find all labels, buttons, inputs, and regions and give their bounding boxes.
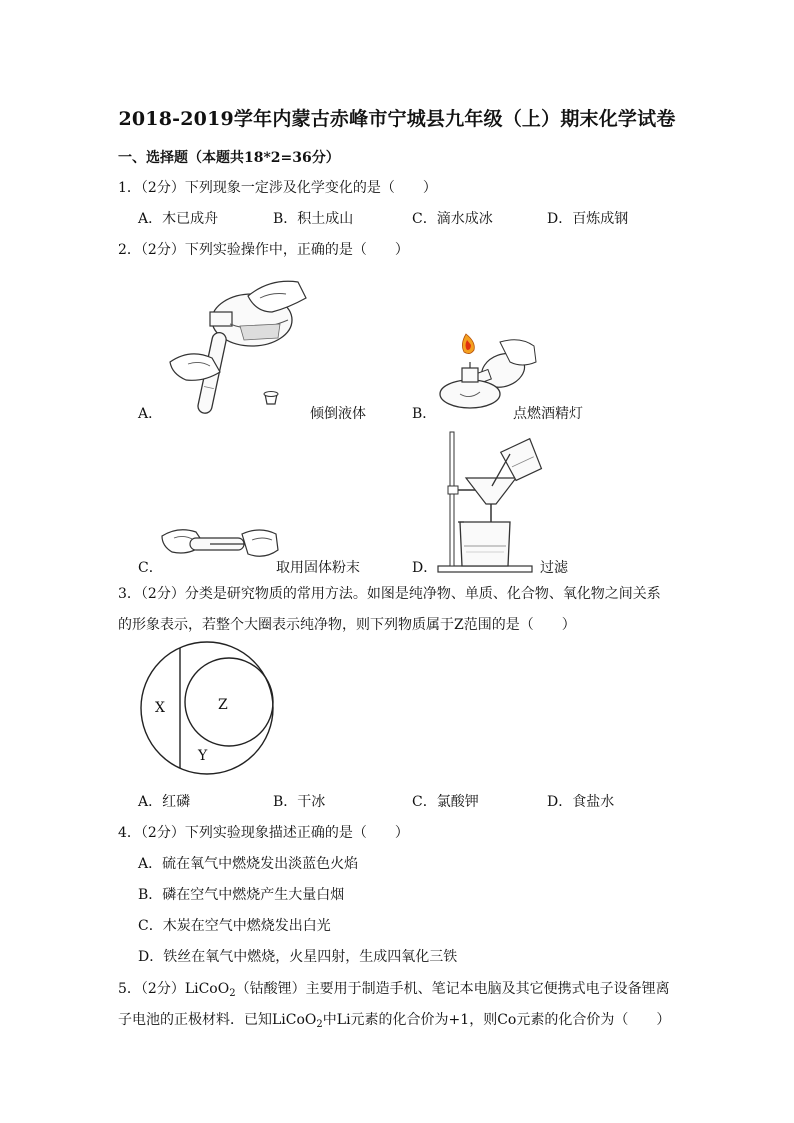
- q2-caption-b: 点燃酒精灯: [513, 406, 583, 422]
- question-3-stem-line1: 3．（2分）分类是研究物质的常用方法。如图是纯净物、单质、化合物、氧化物之间关系: [118, 586, 661, 602]
- question-4-stem: 4．（2分）下列实验现象描述正确的是（ ）: [118, 825, 409, 841]
- q4-option-a: A．硫在氧气中燃烧发出淡蓝色火焰: [138, 856, 359, 872]
- q2-label-d: D．: [412, 560, 438, 576]
- diagram-label-y: Y: [198, 748, 208, 764]
- question-5-stem-line2: [118, 1009, 670, 1030]
- diagram-label-z: Z: [218, 697, 228, 713]
- q2-caption-c: 取用固体粉末: [276, 560, 360, 576]
- q1-option-c: C．滴水成冰: [412, 211, 493, 227]
- q5-line1-sub: 2: [229, 988, 236, 999]
- section-heading: 一、选择题（本题共18*2=36分）: [118, 150, 340, 166]
- q1-option-a: A．木已成舟: [138, 211, 219, 227]
- q5-line1-post: （钴酸锂）主要用于制造手机、笔记本电脑及其它便携式电子设备锂离: [235, 981, 670, 997]
- q5-line2-pre: 子电池的正极材料．已知LiCoO: [118, 1012, 317, 1028]
- filtration-illustration: [434, 430, 546, 575]
- q4-option-d: D．铁丝在氧气中燃烧，火星四射，生成四氧化三铁: [138, 949, 458, 965]
- q3-option-c: C．氯酸钾: [412, 794, 479, 810]
- q2-label-b: B．: [412, 406, 437, 422]
- q2-label-c: C．: [138, 560, 163, 576]
- powder-illustration: [160, 520, 280, 570]
- diagram-label-x: X: [155, 700, 165, 716]
- q4-option-c: C．木炭在空气中燃烧发出白光: [138, 918, 331, 934]
- q5-line2-sub: 2: [316, 1019, 323, 1030]
- q2-caption-a: 倾倒液体: [310, 406, 366, 422]
- q2-label-a: A．: [138, 406, 163, 422]
- q2-caption-d: 过滤: [540, 560, 568, 576]
- q5-line1-pre: 5．（2分）LiCoO: [118, 981, 230, 997]
- q5-line2-post: 中Li元素的化合价为+1，则Co元素的化合价为（ ）: [322, 1012, 671, 1028]
- q3-option-b: B．干冰: [273, 794, 326, 810]
- q4-option-b: B．磷在空气中燃烧产生大量白烟: [138, 887, 345, 903]
- pour-liquid-illustration: [160, 268, 310, 423]
- q3-option-a: A．红磷: [138, 794, 191, 810]
- q3-option-d: D．食盐水: [547, 794, 615, 810]
- question-3-stem-line2: 的形象表示，若整个大圈表示纯净物，则下列物质属于Z范围的是（ ）: [118, 617, 576, 633]
- page-title: 2018-2019学年内蒙古赤峰市宁城县九年级（上）期末化学试卷: [118, 108, 676, 130]
- question-1-stem: 1．（2分）下列现象一定涉及化学变化的是（ ）: [118, 180, 437, 196]
- q1-option-b: B．积土成山: [273, 211, 354, 227]
- question-2-stem: 2．（2分）下列实验操作中，正确的是（ ）: [118, 242, 409, 258]
- question-5-stem-line1: [118, 978, 670, 999]
- q1-option-d: D．百炼成钢: [547, 211, 629, 227]
